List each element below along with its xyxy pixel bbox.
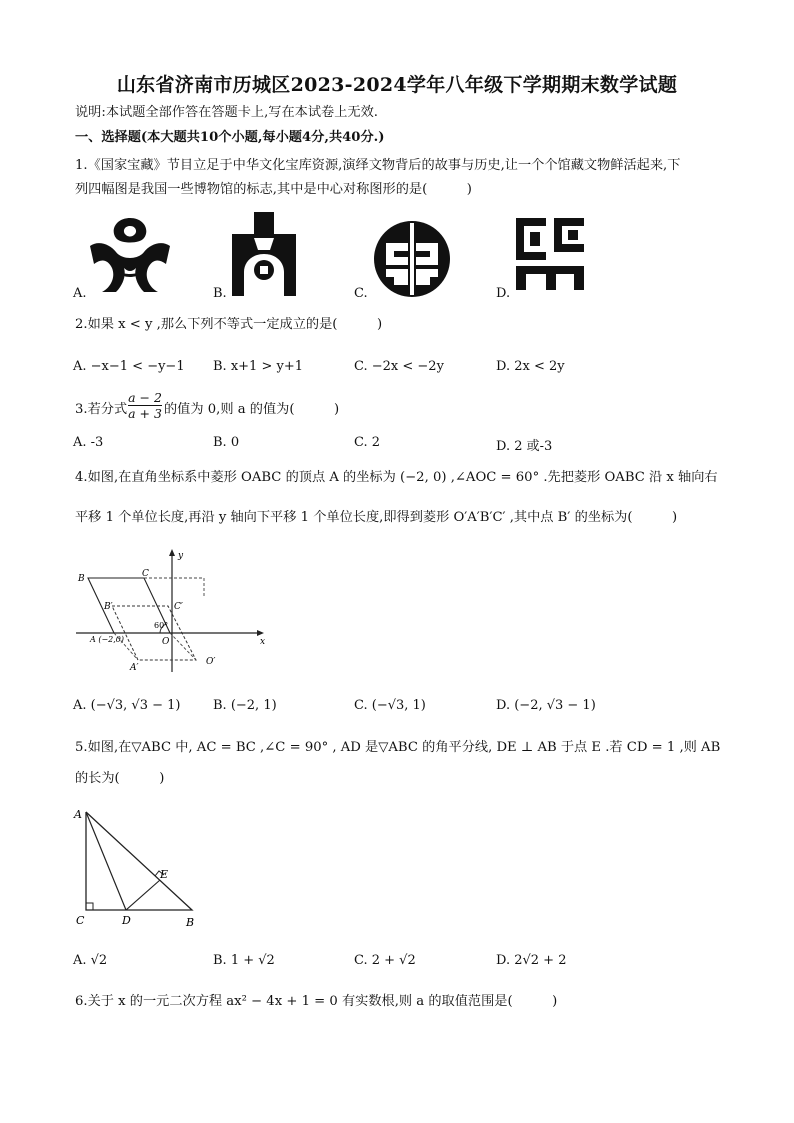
q3-fraction: [128, 390, 162, 421]
q5-triangle-figure: [70, 800, 202, 930]
exam-note: 说明:本试题全部作答在答题卡上,写在本试卷上无效.: [75, 105, 378, 120]
q1-option-d: D.: [496, 286, 511, 301]
q3-option-a: A. -3: [73, 435, 104, 450]
q2-stem: 2.如果 x < y ,那么下列不等式一定成立的是( ): [75, 317, 383, 332]
q1-line2: 列四幅图是我国一些博物馆的标志,其中是中心对称图形的是( ): [75, 182, 472, 197]
q5-line2: 的长为( ): [75, 771, 165, 786]
label-b: B: [186, 916, 195, 929]
label-a-prime: A′: [130, 663, 139, 673]
label-b-prime: B′: [104, 602, 113, 612]
label-c-prime: C′: [174, 602, 183, 612]
q2-option-c: C. −2x < −2y: [354, 359, 444, 374]
segment-ad: [86, 812, 126, 910]
q5-option-b: B. 1 + √2: [213, 953, 275, 968]
section-heading: 一、选择题(本大题共10个小题,每小题4分,共40分.): [75, 130, 385, 145]
label-e: E: [160, 868, 169, 881]
q5-option-d: D. 2√2 + 2: [496, 953, 567, 968]
museum-logo-b-icon: [224, 210, 304, 296]
q2-option-d: D. 2x < 2y: [496, 359, 565, 374]
label-c: C: [76, 914, 85, 927]
q4-option-a: A. (−√3, √3 − 1): [73, 698, 181, 713]
label-y-axis: y: [178, 551, 184, 561]
museum-logo-d-icon: [512, 214, 588, 294]
q4-rhombus-figure: [74, 546, 270, 674]
q5-line1: 5.如图,在▽ABC 中, AC = BC ,∠C = 90° , AD 是▽ABC 的角平分线, DE ⊥ AB 于点 E .若 CD = 1 ,则 AB: [75, 740, 721, 755]
q5-option-a: A. √2: [73, 953, 108, 968]
museum-logo-a-icon: [86, 212, 174, 296]
label-x-axis: x: [260, 637, 266, 647]
label-c: C: [142, 569, 149, 579]
q4-option-c: C. (−√3, 1): [354, 698, 426, 713]
q2-option-a: A. −x−1 < −y−1: [73, 359, 185, 374]
q3-option-c: C. 2: [354, 435, 381, 450]
label-a: A: [74, 808, 82, 821]
label-o-prime: O′: [206, 657, 216, 667]
q5-option-c: C. 2 + √2: [354, 953, 416, 968]
page-title: 山东省济南市历城区2023-2024学年八年级下学期期末数学试题: [116, 74, 678, 96]
label-a: A (−2,0): [90, 635, 124, 644]
q1-line1: 1.《国家宝藏》节目立足于中华文化宝库资源,演绎文物背后的故事与历史,让一个个馆藏文物鲜活起来,下: [75, 158, 681, 173]
q3-numerator: a − 2: [128, 390, 162, 405]
triangle-abc: [86, 812, 192, 910]
q2-option-b: B. x+1 > y+1: [213, 359, 303, 374]
q3-denominator: a + 3: [128, 406, 162, 421]
q3-option-d: D. 2 或-3: [496, 439, 553, 454]
q4-line1: 4.如图,在直角坐标系中菱形 OABC 的顶点 A 的坐标为 (−2, 0) ,∠AOC = 60° .先把菱形 OABC 沿 x 轴向右: [75, 470, 718, 485]
q3-stem-pre: 3.若分式: [75, 402, 128, 417]
q4-option-d: D. (−2, √3 − 1): [496, 698, 596, 713]
q4-option-b: B. (−2, 1): [213, 698, 277, 713]
label-b: B: [78, 574, 85, 584]
label-d: D: [122, 914, 131, 927]
q1-option-c: C.: [354, 286, 368, 301]
q3-stem-post: 的值为 0,则 a 的值为( ): [164, 402, 340, 417]
q4-line2: 平移 1 个单位长度,再沿 y 轴向下平移 1 个单位长度,即得到菱形 O′A′B′C′ ,其中点 B′ 的坐标为( ): [75, 510, 678, 525]
q6-stem: 6.关于 x 的一元二次方程 ax² − 4x + 1 = 0 有实数根,则 a 的取值范围是( ): [75, 994, 558, 1009]
museum-logo-c-icon: [372, 219, 452, 299]
label-angle: 60°: [154, 621, 169, 630]
label-o: O: [162, 637, 170, 647]
q3-option-b: B. 0: [213, 435, 240, 450]
segment-de: [126, 880, 160, 910]
q1-option-a: A.: [73, 286, 87, 301]
q1-option-b: B.: [213, 286, 227, 301]
